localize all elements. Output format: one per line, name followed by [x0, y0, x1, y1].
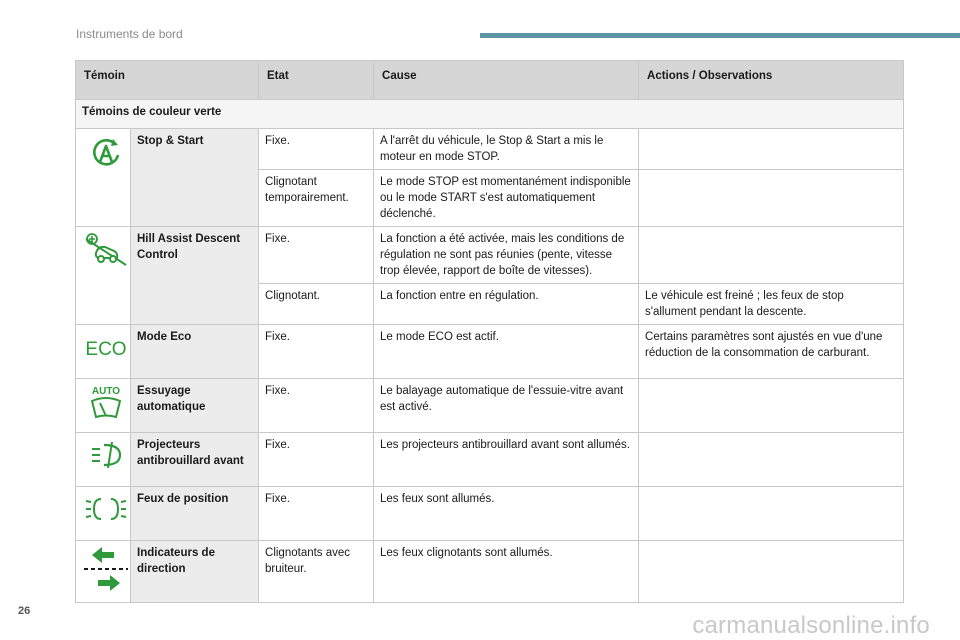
- state-cell: Clignotants avec bruiteur.: [259, 541, 374, 603]
- state-cell: Fixe.: [259, 433, 374, 487]
- front-fog-icon: [76, 433, 131, 487]
- table-row: [76, 129, 904, 170]
- indicator-table: [75, 60, 904, 603]
- eco-icon-text: ECO: [85, 339, 127, 360]
- header-accent-bar: [480, 33, 960, 38]
- action-cell: [639, 433, 904, 487]
- action-cell: [639, 129, 904, 170]
- state-cell: Fixe.: [259, 379, 374, 433]
- state-cell: Clignotant.: [259, 284, 374, 325]
- table-row: [76, 227, 904, 284]
- cause-cell: Les feux sont allumés.: [374, 487, 639, 541]
- table-row: [76, 379, 904, 433]
- state-cell: Fixe.: [259, 129, 374, 170]
- cause-cell: Le mode ECO est actif.: [374, 325, 639, 379]
- column-header-cause: Cause: [374, 61, 639, 100]
- action-cell: Certains paramètres sont ajustés en vue d'une réduction de la consommation de carburant.: [639, 325, 904, 379]
- section-title: Témoins de couleur verte: [76, 100, 904, 129]
- indicator-name: Stop & Start: [131, 129, 259, 227]
- cause-cell: Les feux clignotants sont allumés.: [374, 541, 639, 603]
- table-header-row: [76, 61, 904, 100]
- indicator-name: Indicateurs de direction: [131, 541, 259, 603]
- hill-assist-icon: [76, 227, 131, 325]
- table-row: [76, 487, 904, 541]
- cause-cell: A l'arrêt du véhicule, le Stop & Start a mis le moteur en mode STOP.: [374, 129, 639, 170]
- table-row: [76, 433, 904, 487]
- page-number: 26: [18, 605, 31, 617]
- section-row: [76, 100, 904, 129]
- action-cell: [639, 541, 904, 603]
- action-cell: [639, 227, 904, 284]
- state-cell: Fixe.: [259, 487, 374, 541]
- eco-icon: [76, 325, 131, 379]
- cause-cell: La fonction a été activée, mais les conditions de régulation ne sont pas réunies (pente, vitesse trop élevée, rapport de boîte de vitesses).: [374, 227, 639, 284]
- stop-start-icon: [76, 129, 131, 227]
- action-cell: [639, 487, 904, 541]
- cause-cell: Le balayage automatique de l'essuie-vitre avant est activé.: [374, 379, 639, 433]
- position-lights-icon: [76, 487, 131, 541]
- indicator-name: Projecteurs antibrouillard avant: [131, 433, 259, 487]
- state-cell: Clignotant temporairement.: [259, 170, 374, 227]
- action-cell: Le véhicule est freiné ; les feux de stop s'allument pendant la descente.: [639, 284, 904, 325]
- auto-wiper-icon-text: AUTO: [91, 386, 121, 397]
- state-cell: Fixe.: [259, 325, 374, 379]
- column-header-temoin: Témoin: [76, 61, 259, 100]
- watermark: carmanualsonline.info: [692, 612, 930, 639]
- column-header-etat: Etat: [259, 61, 374, 100]
- action-cell: [639, 379, 904, 433]
- indicator-name: Hill Assist Descent Control: [131, 227, 259, 325]
- indicator-name: Essuyage automatique: [131, 379, 259, 433]
- cause-cell: La fonction entre en régulation.: [374, 284, 639, 325]
- cause-cell: Les projecteurs antibrouillard avant sont allumés.: [374, 433, 639, 487]
- table-row: [76, 541, 904, 603]
- action-cell: [639, 170, 904, 227]
- column-header-actions: Actions / Observations: [639, 61, 904, 100]
- state-cell: Fixe.: [259, 227, 374, 284]
- cause-cell: Le mode STOP est momentanément indisponible ou le mode START s'est automatiquement déclenché.: [374, 170, 639, 227]
- page-section-title: Instruments de bord: [76, 27, 183, 41]
- direction-indicators-icon: [76, 541, 131, 603]
- indicator-name: Feux de position: [131, 487, 259, 541]
- auto-wiper-icon: [76, 379, 131, 433]
- indicator-name: Mode Eco: [131, 325, 259, 379]
- table-row: [76, 325, 904, 379]
